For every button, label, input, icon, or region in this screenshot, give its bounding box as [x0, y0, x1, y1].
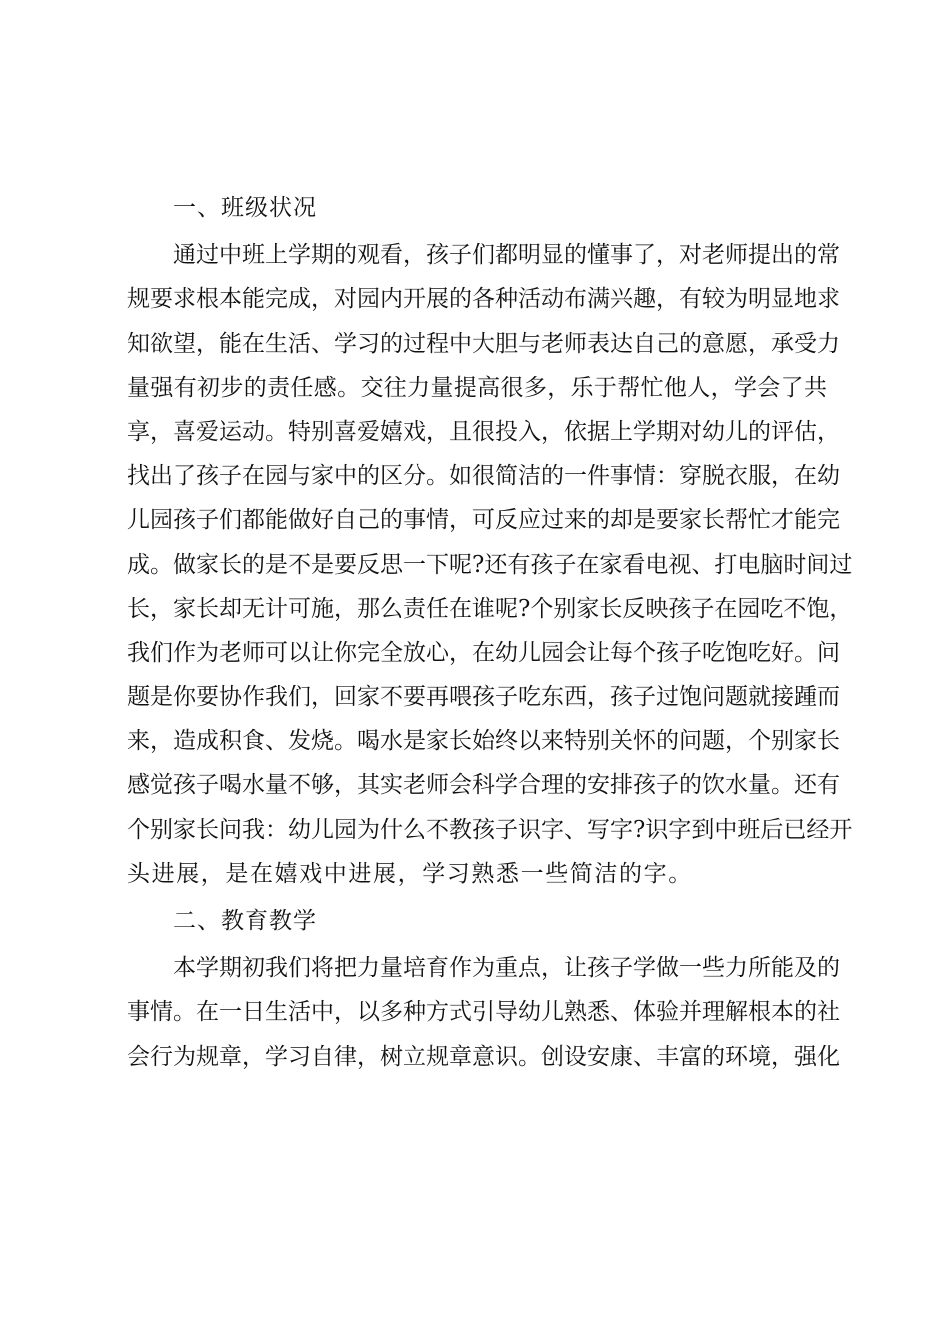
text-line: 找出了孩子在园与家中的区分。如很简洁的一件事情：穿脱衣服，在幼	[127, 463, 840, 490]
text-line: 本学期初我们将把力量培育作为重点，让孩子学做一些力所能及的	[173, 955, 840, 982]
text-line: 知欲望，能在生活、学习的过程中大胆与老师表达自己的意愿，承受力	[127, 330, 840, 357]
text-line: 规要求根本能完成，对园内开展的各种活动布满兴趣，有较为明显地求	[127, 286, 840, 313]
text-line: 题是你要协作我们，回家不要再喂孩子吃东西，孩子过饱问题就接踵而	[127, 684, 840, 711]
text-line: 来，造成积食、发烧。喝水是家长始终以来特别关怀的问题，个别家长	[127, 728, 840, 755]
text-line: 个别家长问我：幼儿园为什么不教孩子识字、写字?识字到中班后已经开	[127, 816, 853, 843]
text-line: 量强有初步的责任感。交往力量提高很多，乐于帮忙他人，学会了共	[127, 374, 827, 401]
text-line: 长，家长却无计可施，那么责任在谁呢?个别家长反映孩子在园吃不饱，	[127, 595, 853, 622]
document-body	[127, 186, 853, 1082]
section-heading-teaching: 二、教育教学	[173, 908, 317, 935]
section-paragraph-teaching	[127, 946, 840, 1079]
section-paragraph-class-status	[127, 233, 853, 896]
text-line: 通过中班上学期的观看，孩子们都明显的懂事了，对老师提出的常	[173, 242, 840, 269]
text-line: 事情。在一日生活中，以多种方式引导幼儿熟悉、体验并理解根本的社	[127, 999, 840, 1026]
text-line: 我们作为老师可以让你完全放心，在幼儿园会让每个孩子吃饱吃好。问	[127, 639, 840, 666]
text-line: 头进展，是在嬉戏中进展，学习熟悉一些简洁的字。	[127, 860, 693, 887]
text-line: 感觉孩子喝水量不够，其实老师会科学合理的安排孩子的饮水量。还有	[127, 772, 840, 799]
section-heading-class-status: 一、班级状况	[173, 195, 317, 221]
text-line: 成。做家长的是不是要反思一下呢?还有孩子在家看电视、打电脑时间过	[127, 551, 853, 578]
text-line: 享，喜爱运动。特别喜爱嬉戏，且很投入，依据上学期对幼儿的评估，	[127, 418, 840, 445]
text-line: 会行为规章，学习自律，树立规章意识。创设安康、丰富的环境，强化	[127, 1043, 840, 1070]
text-line: 儿园孩子们都能做好自己的事情，可反应过来的却是要家长帮忙才能完	[127, 507, 840, 534]
